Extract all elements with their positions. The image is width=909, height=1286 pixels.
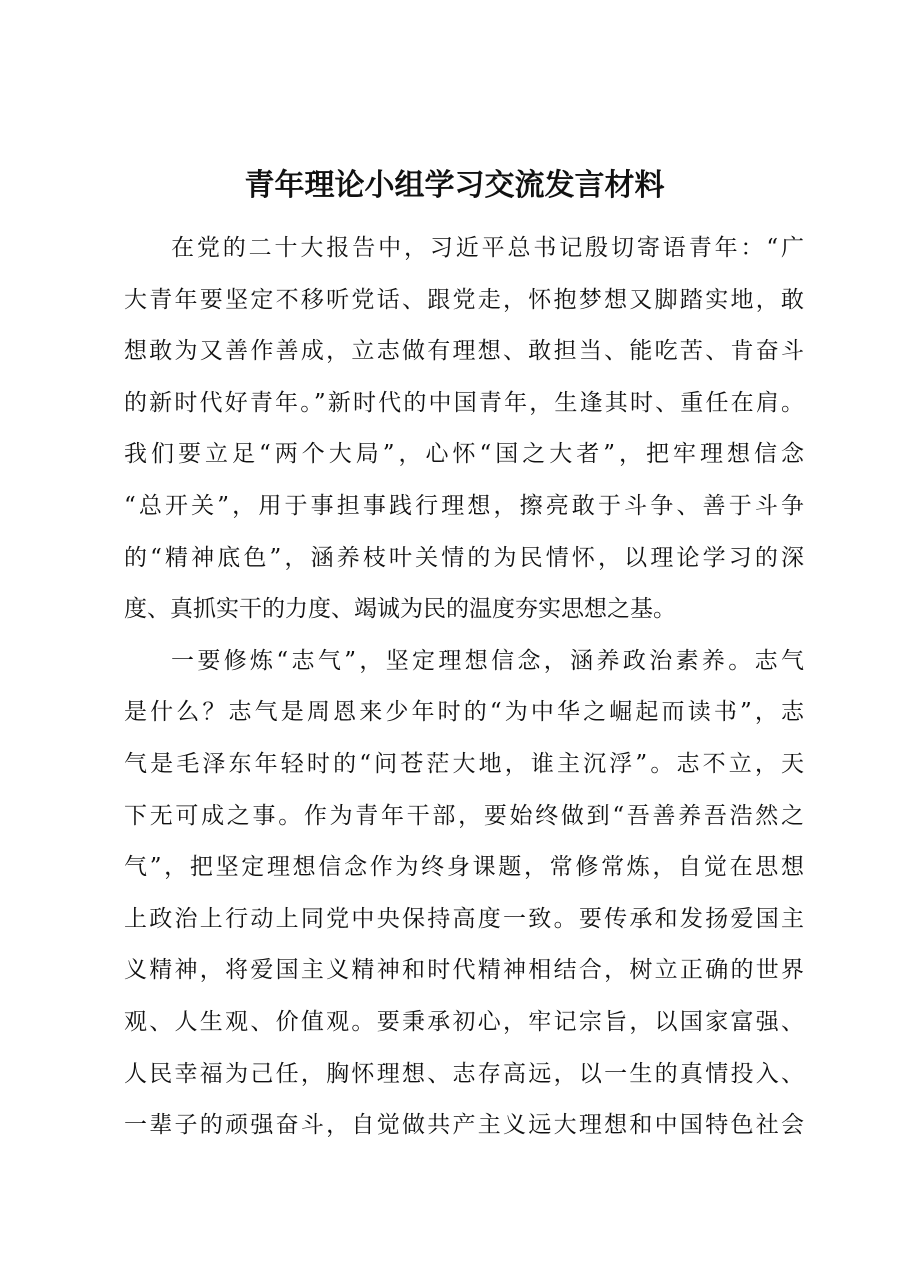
paragraph-line: 义精神，将爱国主义精神和时代精神相结合，树立正确的世界	[124, 957, 804, 984]
paragraph-line: 是什么？志气是周恩来少年时的“为中华之崛起而读书”，志	[124, 699, 804, 726]
paragraph-2	[124, 636, 804, 1152]
paragraph-line: 的“精神底色”，涵养枝叶关情的为民情怀，以理论学习的深	[124, 544, 804, 571]
paragraph-line: 在党的二十大报告中，习近平总书记殷切寄语青年：“广	[171, 235, 804, 261]
paragraph-line: 一要修炼“志气”，坚定理想信念，涵养政治素养。志气	[171, 647, 804, 674]
paragraph-line: 想敢为又善作善成，立志做有理想、敢担当、能吃苦、肯奋斗	[124, 338, 804, 365]
paragraph-1	[124, 223, 804, 636]
paragraph-line: 下无可成之事。作为青年干部，要始终做到“吾善养吾浩然之	[124, 802, 804, 829]
paragraph-line: 度、真抓实干的力度、竭诚为民的温度夯实思想之基。	[124, 596, 676, 623]
document-title: 青年理论小组学习交流发言材料	[244, 168, 665, 203]
paragraph-line: “总开关”，用于事担事践行理想，擦亮敢于斗争、善于斗争	[124, 492, 804, 519]
paragraph-line: 一辈子的顽强奋斗，自觉做共产主义远大理想和中国特色社会	[124, 1112, 804, 1139]
paragraph-line: 我们要立足“两个大局”，心怀“国之大者”，把牢理想信念	[124, 441, 804, 468]
paragraph-line: 人民幸福为己任，胸怀理想、志存高远，以一生的真情投入、	[124, 1060, 804, 1087]
document-body	[124, 223, 804, 1152]
paragraph-line: 的新时代好青年。”新时代的中国青年，生逢其时、重任在肩。	[124, 389, 804, 416]
paragraph-line: 气”，把坚定理想信念作为终身课题，常修常炼，自觉在思想	[124, 854, 804, 881]
paragraph-line: 上政治上行动上同党中央保持高度一致。要传承和发扬爱国主	[124, 905, 804, 932]
paragraph-line: 大青年要坚定不移听党话、跟党走，怀抱梦想又脚踏实地，敢	[124, 286, 804, 313]
paragraph-line: 气是毛泽东年轻时的“问苍茫大地，谁主沉浮”。志不立，天	[124, 750, 804, 777]
paragraph-line: 观、人生观、价值观。要秉承初心，牢记宗旨，以国家富强、	[124, 1008, 804, 1035]
